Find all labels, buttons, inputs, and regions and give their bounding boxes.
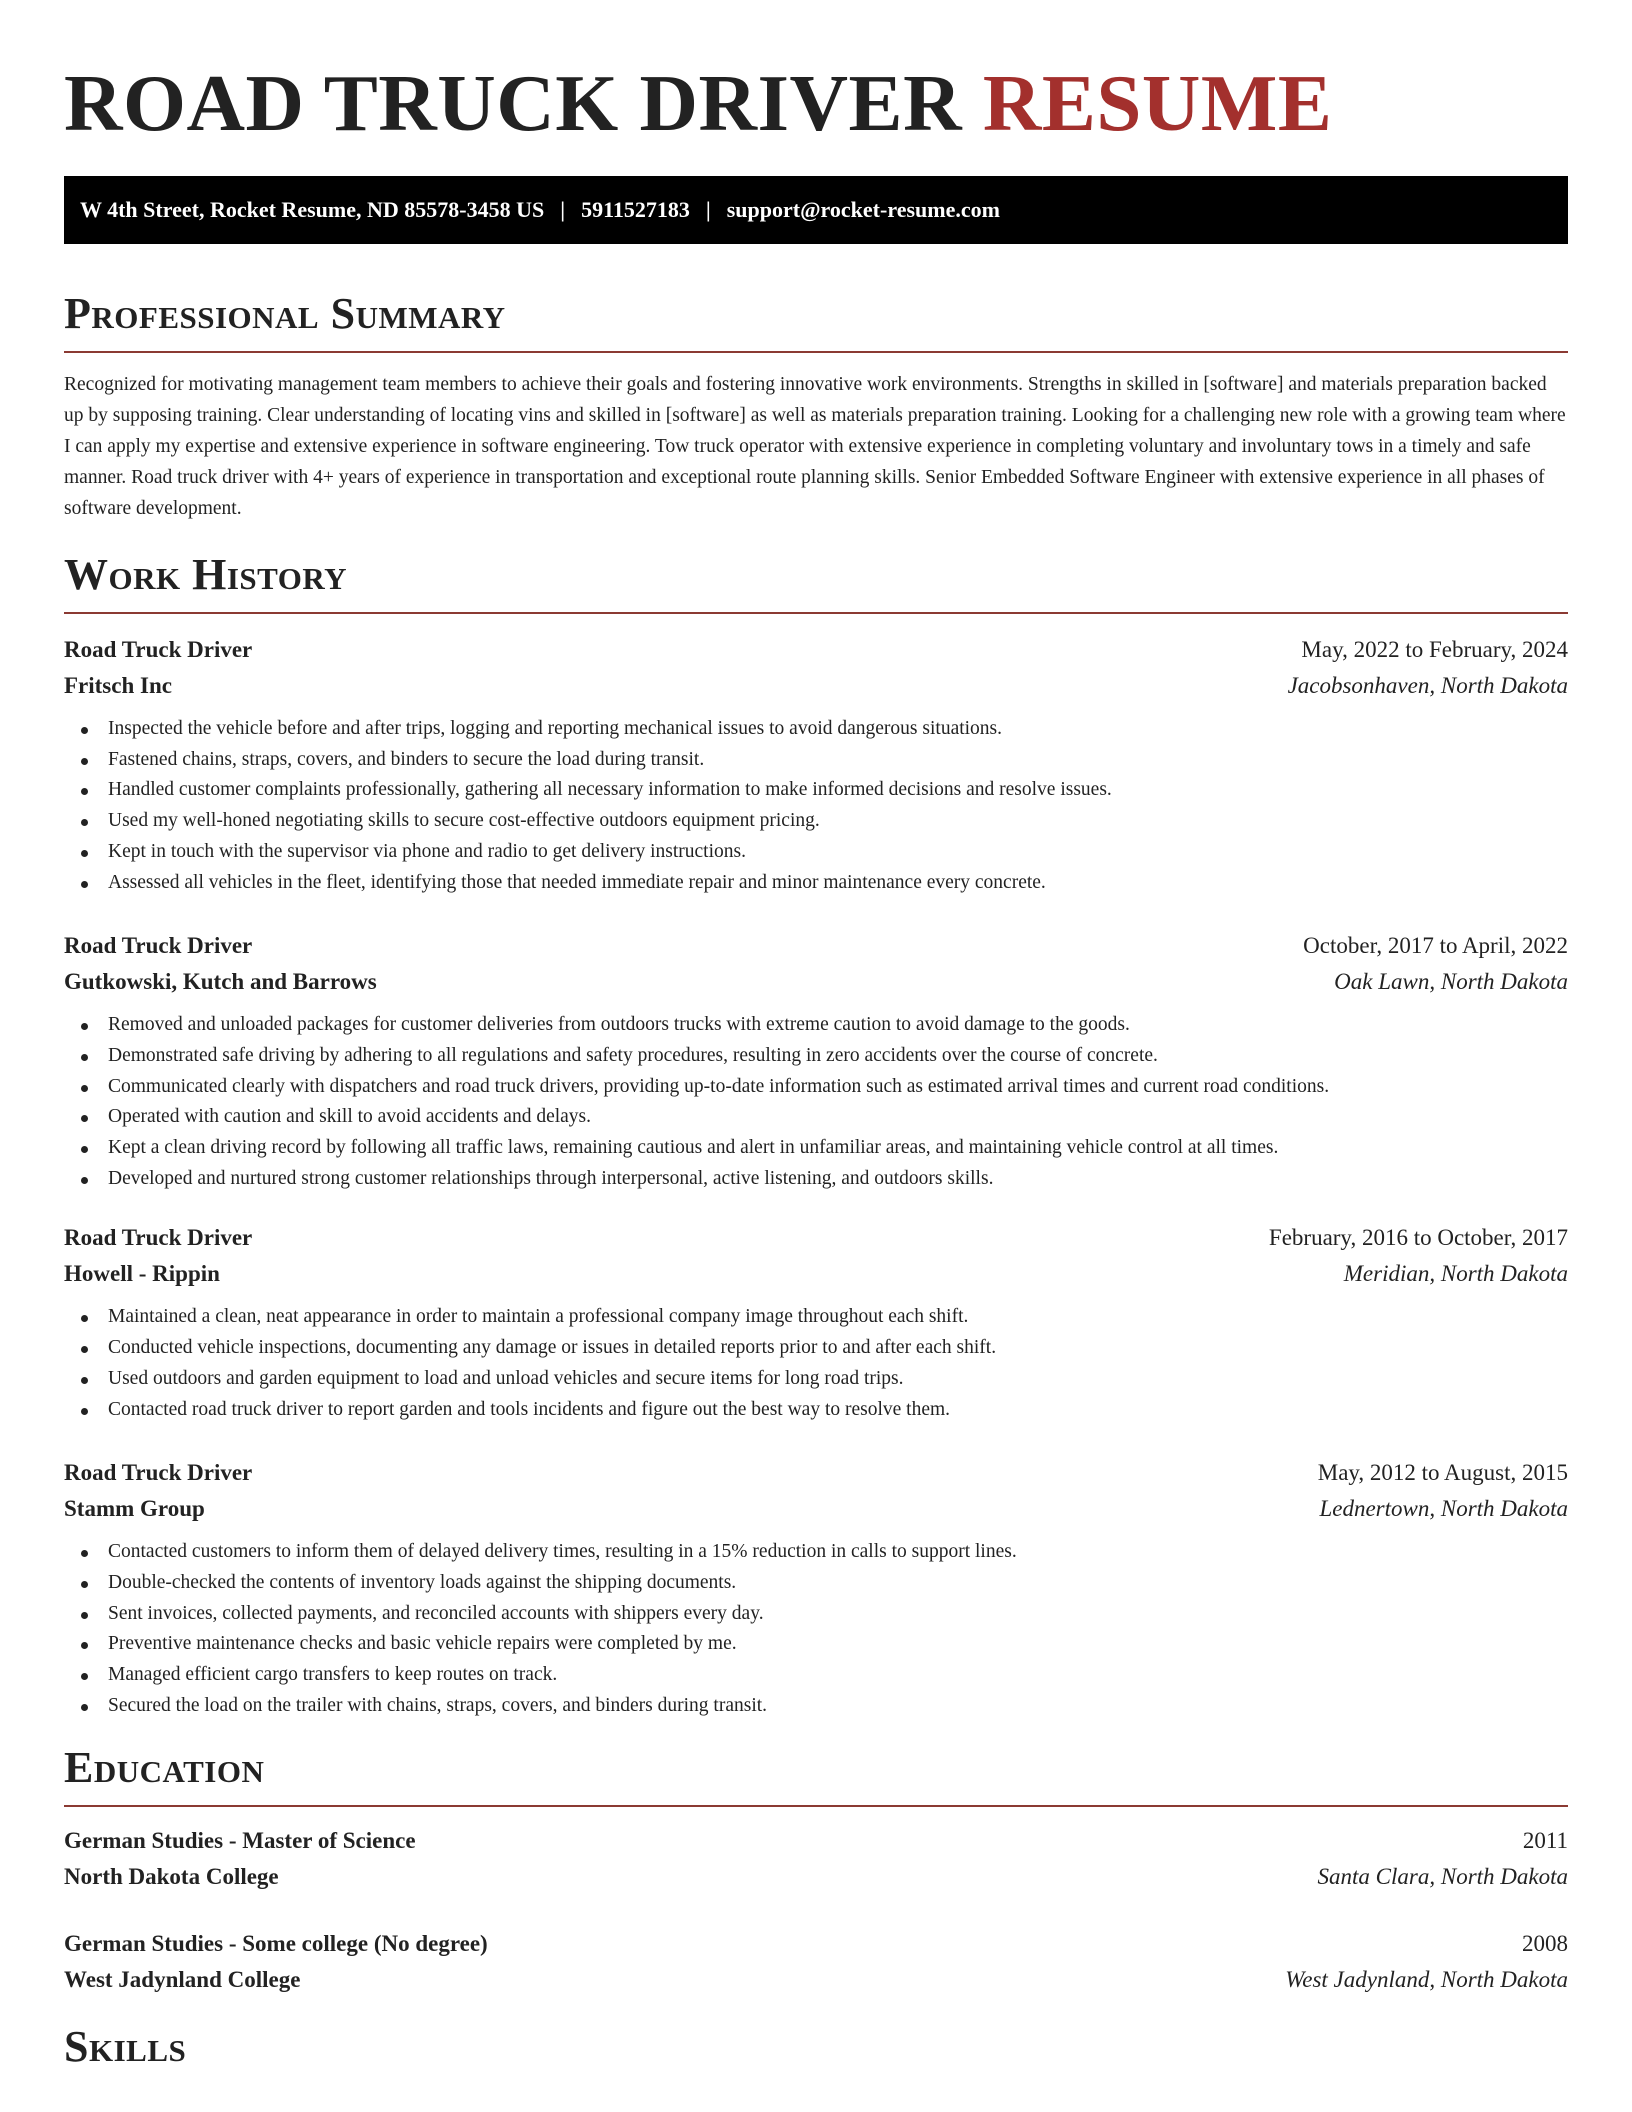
list-item: Preventive maintenance checks and basic vehicle repairs were completed by me. [81, 1629, 1568, 1660]
education-section [64, 1743, 1568, 1998]
skills-section [64, 2022, 1568, 2072]
contact-phone: 5911527183 [581, 197, 690, 222]
list-item: Secured the load on the trailer with chains, straps, covers, and binders during transit. [81, 1691, 1568, 1722]
list-item: Removed and unloaded packages for customer deliveries from outdoors trucks with extreme caution to avoid damage to the goods. [81, 1010, 1568, 1041]
list-item: Kept a clean driving record by following all traffic laws, remaining cautious and alert in unfamiliar areas, and maintaining vehicle control at all times. [81, 1133, 1568, 1164]
education-degree-row [64, 1926, 1568, 1962]
list-item: Sent invoices, collected payments, and reconciled accounts with shippers every day. [81, 1599, 1568, 1630]
title-accent: RESUME [982, 58, 1333, 148]
section-title-summary: Professional Summary [64, 289, 506, 338]
title-main: ROAD TRUCK DRIVER [64, 58, 963, 148]
job-company-row [64, 668, 1568, 704]
job-header-row [64, 632, 1568, 668]
list-item: Used outdoors and garden equipment to load and unload vehicles and secure items for long road trips. [81, 1364, 1568, 1395]
job-entry [64, 632, 1568, 898]
list-item: Communicated clearly with dispatchers and road truck drivers, providing up-to-date information such as estimated arrival times and current road conditions. [81, 1072, 1568, 1103]
list-item: Inspected the vehicle before and after trips, logging and reporting mechanical issues to avoid dangerous situations. [81, 714, 1568, 745]
list-item: Contacted customers to inform them of delayed delivery times, resulting in a 15% reduction in calls to support lines. [81, 1537, 1568, 1568]
list-item: Kept in touch with the supervisor via phone and radio to get delivery instructions. [81, 837, 1568, 868]
section-divider [64, 612, 1568, 614]
job-company-row [64, 964, 1568, 1000]
section-title-work-history: Work History [64, 550, 348, 599]
list-item: Conducted vehicle inspections, documenting any damage or issues in detailed reports prior to and after each shift. [81, 1333, 1568, 1364]
resume-page [64, 56, 1568, 2072]
education-degree: German Studies - Some college (No degree) [64, 1931, 488, 1957]
job-company-row [64, 1256, 1568, 1292]
job-bullets [64, 1302, 1568, 1425]
section-title-education: Education [64, 1743, 265, 1793]
job-location: Jacobsonhaven, North Dakota [1287, 673, 1568, 698]
list-item: Maintained a clean, neat appearance in order to maintain a professional company image throughout each shift. [81, 1302, 1568, 1333]
education-degree-row [64, 1823, 1568, 1859]
section-divider [64, 1805, 1568, 1807]
job-entry [64, 928, 1568, 1194]
education-degree: German Studies - Master of Science [64, 1828, 416, 1854]
contact-email: support@rocket-resume.com [726, 197, 1000, 222]
job-header-row [64, 1220, 1568, 1256]
contact-address: W 4th Street, Rocket Resume, ND 85578-3458 US [80, 197, 545, 222]
summary-text: Recognized for motivating management team members to achieve their goals and fostering innovative work environments. Strengths in skilled in [software] and materials preparation backed up by supposing training. Clear understanding of locating vins and skilled in [software] as well as materials preparation training. Looking for a challenging new role with a growing team where I can apply my expertise and extensive experience in software engineering. Tow truck operator with extensive experience in completing voluntary and involuntary tows in a timely and safe manner. Road truck driver with 4+ years of experience in transportation and exceptional route planning skills. Senior Embedded Software Engineer with extensive experience in all phases of software development. [64, 374, 1566, 519]
summary-section [64, 289, 1568, 524]
job-title: Road Truck Driver [64, 1225, 253, 1251]
job-company-row [64, 1491, 1568, 1527]
education-entry [64, 1823, 1568, 1895]
work-history-section [64, 550, 1568, 1721]
job-dates: February, 2016 to October, 2017 [1268, 1225, 1568, 1251]
job-entry [64, 1455, 1568, 1721]
contact-separator: | [560, 197, 566, 222]
contact-bar [64, 176, 1568, 244]
job-bullets [64, 714, 1568, 898]
job-company: Howell - Rippin [64, 1261, 220, 1287]
list-item: Used my well-honed negotiating skills to secure cost-effective outdoors equipment pricing. [81, 806, 1568, 837]
job-title: Road Truck Driver [64, 1460, 253, 1486]
job-bullets [64, 1537, 1568, 1721]
list-item: Managed efficient cargo transfers to keep routes on track. [81, 1660, 1568, 1691]
education-year: 2011 [1522, 1828, 1568, 1854]
education-school: West Jadynland College [64, 1967, 301, 1993]
job-company: Gutkowski, Kutch and Barrows [64, 969, 377, 995]
section-title-skills: Skills [64, 2022, 187, 2072]
job-dates: May, 2012 to August, 2015 [1317, 1460, 1568, 1486]
section-divider [64, 351, 1568, 353]
job-header-row [64, 1455, 1568, 1491]
list-item: Demonstrated safe driving by adhering to all regulations and safety procedures, resulting in zero accidents over the course of concrete. [81, 1041, 1568, 1072]
list-item: Fastened chains, straps, covers, and binders to secure the load during transit. [81, 745, 1568, 776]
job-bullets [64, 1010, 1568, 1194]
resume-title [64, 56, 1568, 151]
list-item: Assessed all vehicles in the fleet, identifying those that needed immediate repair and minor maintenance every concrete. [81, 868, 1568, 899]
list-item: Developed and nurtured strong customer relationships through interpersonal, active listening, and outdoors skills. [81, 1164, 1568, 1195]
education-entry [64, 1926, 1568, 1998]
education-school-row [64, 1859, 1568, 1895]
job-dates: May, 2022 to February, 2024 [1301, 637, 1568, 662]
list-item: Contacted road truck driver to report garden and tools incidents and figure out the best way to resolve them. [81, 1395, 1568, 1426]
education-school: North Dakota College [64, 1864, 279, 1890]
education-year: 2008 [1522, 1931, 1568, 1957]
job-title: Road Truck Driver [64, 933, 253, 959]
education-school-row [64, 1962, 1568, 1998]
job-location: Oak Lawn, North Dakota [1334, 969, 1568, 995]
job-dates: October, 2017 to April, 2022 [1303, 933, 1568, 959]
job-location: Lednertown, North Dakota [1319, 1496, 1568, 1522]
list-item: Handled customer complaints professionally, gathering all necessary information to make informed decisions and resolve issues. [81, 775, 1568, 806]
list-item: Double-checked the contents of inventory loads against the shipping documents. [81, 1568, 1568, 1599]
contact-separator: | [705, 197, 711, 222]
job-company: Stamm Group [64, 1496, 205, 1522]
job-location: Meridian, North Dakota [1343, 1261, 1568, 1287]
job-entry [64, 1220, 1568, 1425]
job-title: Road Truck Driver [64, 637, 253, 662]
education-location: West Jadynland, North Dakota [1285, 1967, 1568, 1993]
education-location: Santa Clara, North Dakota [1317, 1864, 1568, 1890]
job-header-row [64, 928, 1568, 964]
job-company: Fritsch Inc [64, 673, 172, 698]
list-item: Operated with caution and skill to avoid accidents and delays. [81, 1102, 1568, 1133]
